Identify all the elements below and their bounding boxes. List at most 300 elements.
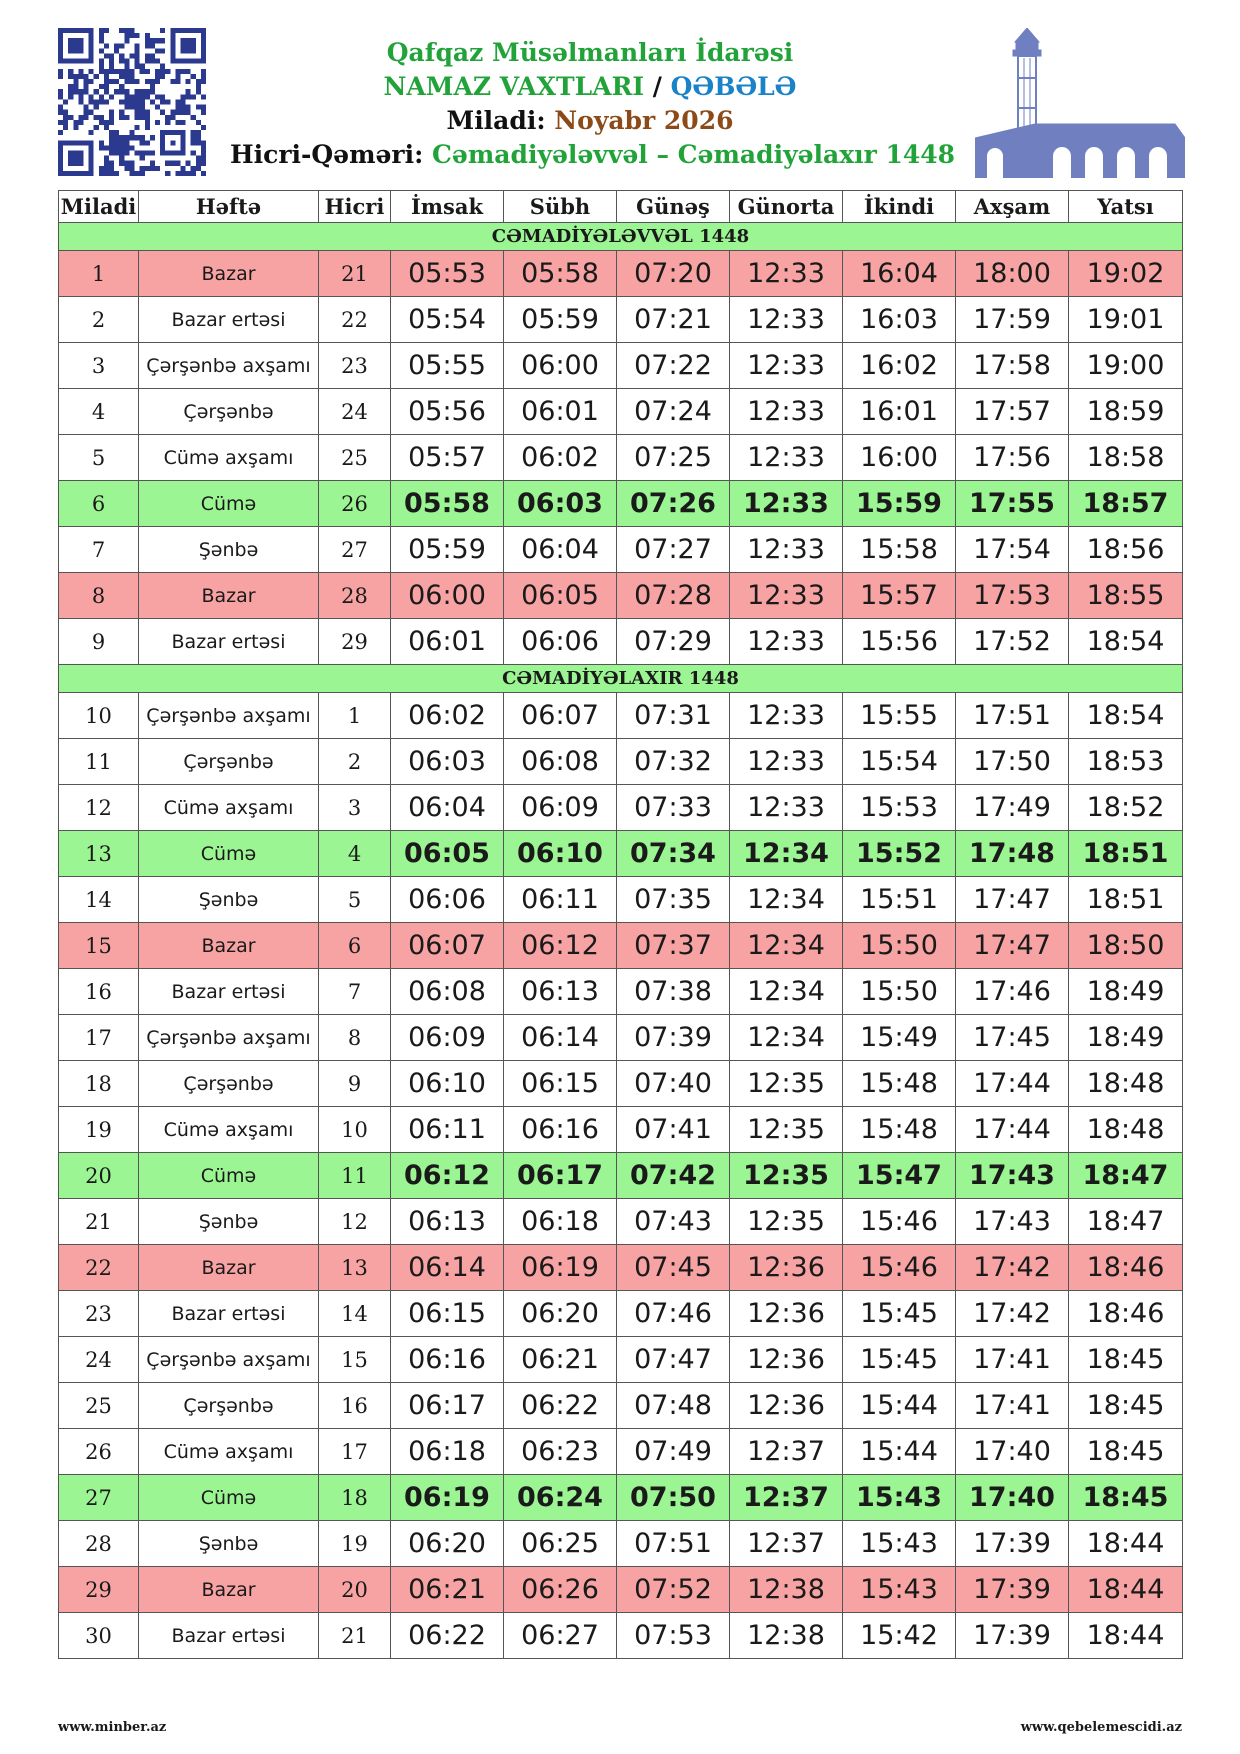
month-section-row (59, 223, 1183, 251)
table-row (59, 923, 1183, 969)
cell-axsam-time: 17:47 (956, 923, 1069, 969)
cell-hijri-day: 19 (319, 1521, 391, 1567)
cell-weekday: Bazar ertəsi (139, 1613, 319, 1659)
cell-hijri-day: 14 (319, 1291, 391, 1337)
table-row (59, 1153, 1183, 1199)
cell-axsam-time: 17:41 (956, 1383, 1069, 1429)
cell-axsam-time: 17:44 (956, 1107, 1069, 1153)
cell-subh-time: 06:09 (504, 785, 617, 831)
cell-subh-time: 06:00 (504, 343, 617, 389)
cell-hijri-day: 5 (319, 877, 391, 923)
cell-miladi-day: 25 (59, 1383, 139, 1429)
cell-gunorta-time: 12:33 (730, 343, 843, 389)
cell-subh-time: 06:18 (504, 1199, 617, 1245)
footer-right-link[interactable]: www.qebelemescidi.az (1020, 1720, 1182, 1735)
cell-imsak-time: 05:58 (391, 481, 504, 527)
table-row (59, 481, 1183, 527)
cell-gunes-time: 07:45 (617, 1245, 730, 1291)
cell-ikindi-time: 15:47 (843, 1153, 956, 1199)
cell-hijri-day: 16 (319, 1383, 391, 1429)
title-main: NAMAZ VAXTLARI (383, 72, 645, 101)
cell-subh-time: 06:27 (504, 1613, 617, 1659)
cell-gunes-time: 07:27 (617, 527, 730, 573)
cell-weekday: Bazar (139, 923, 319, 969)
cell-axsam-time: 17:49 (956, 785, 1069, 831)
cell-hijri-day: 2 (319, 739, 391, 785)
cell-gunes-time: 07:46 (617, 1291, 730, 1337)
cell-ikindi-time: 15:58 (843, 527, 956, 573)
cell-ikindi-time: 15:50 (843, 969, 956, 1015)
cell-weekday: Çərşənbə (139, 1061, 319, 1107)
cell-ikindi-time: 15:44 (843, 1383, 956, 1429)
cell-gunorta-time: 12:33 (730, 619, 843, 665)
cell-hijri-day: 23 (319, 343, 391, 389)
table-row (59, 619, 1183, 665)
cell-miladi-day: 7 (59, 527, 139, 573)
cell-ikindi-time: 15:50 (843, 923, 956, 969)
cell-imsak-time: 06:06 (391, 877, 504, 923)
cell-miladi-day: 19 (59, 1107, 139, 1153)
cell-hijri-day: 21 (319, 251, 391, 297)
cell-miladi-day: 11 (59, 739, 139, 785)
miladi-value: Noyabr 2026 (545, 106, 734, 135)
cell-miladi-day: 27 (59, 1475, 139, 1521)
table-row (59, 877, 1183, 923)
cell-axsam-time: 17:50 (956, 739, 1069, 785)
cell-gunorta-time: 12:38 (730, 1613, 843, 1659)
cell-miladi-day: 23 (59, 1291, 139, 1337)
title-city: QƏBƏLƏ (670, 72, 797, 101)
cell-miladi-day: 14 (59, 877, 139, 923)
cell-weekday: Çərşənbə axşamı (139, 343, 319, 389)
table-row (59, 1429, 1183, 1475)
cell-subh-time: 06:11 (504, 877, 617, 923)
miladi-label: Miladi: (446, 106, 546, 135)
cell-gunes-time: 07:26 (617, 481, 730, 527)
cell-gunes-time: 07:29 (617, 619, 730, 665)
cell-gunorta-time: 12:33 (730, 693, 843, 739)
cell-gunes-time: 07:33 (617, 785, 730, 831)
cell-gunes-time: 07:40 (617, 1061, 730, 1107)
cell-hijri-day: 11 (319, 1153, 391, 1199)
minaret-mosque-icon (975, 28, 1185, 178)
cell-axsam-time: 17:55 (956, 481, 1069, 527)
cell-axsam-time: 17:43 (956, 1153, 1069, 1199)
cell-miladi-day: 21 (59, 1199, 139, 1245)
cell-miladi-day: 22 (59, 1245, 139, 1291)
col-header-hijri: Hicri (319, 191, 391, 223)
cell-subh-time: 06:01 (504, 389, 617, 435)
cell-weekday: Cümə axşamı (139, 1429, 319, 1475)
month-section-label: CƏMADİYƏLƏVVƏL 1448 (59, 223, 1183, 251)
cell-gunorta-time: 12:37 (730, 1521, 843, 1567)
cell-gunes-time: 07:32 (617, 739, 730, 785)
cell-yatsi-time: 18:59 (1069, 389, 1183, 435)
cell-gunorta-time: 12:36 (730, 1337, 843, 1383)
cell-yatsi-time: 19:01 (1069, 297, 1183, 343)
cell-hijri-day: 3 (319, 785, 391, 831)
cell-hijri-day: 13 (319, 1245, 391, 1291)
cell-subh-time: 06:08 (504, 739, 617, 785)
cell-gunorta-time: 12:36 (730, 1291, 843, 1337)
cell-miladi-day: 13 (59, 831, 139, 877)
cell-weekday: Çərşənbə axşamı (139, 1337, 319, 1383)
cell-miladi-day: 12 (59, 785, 139, 831)
cell-gunorta-time: 12:33 (730, 785, 843, 831)
cell-weekday: Bazar (139, 573, 319, 619)
cell-axsam-time: 17:39 (956, 1613, 1069, 1659)
cell-subh-time: 06:26 (504, 1567, 617, 1613)
cell-axsam-time: 17:43 (956, 1199, 1069, 1245)
table-row (59, 1567, 1183, 1613)
table-row (59, 969, 1183, 1015)
cell-gunes-time: 07:28 (617, 573, 730, 619)
cell-hijri-day: 21 (319, 1613, 391, 1659)
prayer-times-table (58, 190, 1183, 1659)
cell-ikindi-time: 15:48 (843, 1061, 956, 1107)
cell-weekday: Cümə axşamı (139, 435, 319, 481)
cell-ikindi-time: 15:49 (843, 1015, 956, 1061)
cell-weekday: Çərşənbə axşamı (139, 693, 319, 739)
cell-subh-time: 06:24 (504, 1475, 617, 1521)
cell-weekday: Cümə (139, 831, 319, 877)
cell-ikindi-time: 16:03 (843, 297, 956, 343)
cell-axsam-time: 17:42 (956, 1245, 1069, 1291)
table-row (59, 1245, 1183, 1291)
cell-hijri-day: 1 (319, 693, 391, 739)
cell-hijri-day: 9 (319, 1061, 391, 1107)
cell-axsam-time: 17:51 (956, 693, 1069, 739)
cell-gunorta-time: 12:33 (730, 435, 843, 481)
cell-hijri-day: 7 (319, 969, 391, 1015)
cell-imsak-time: 05:57 (391, 435, 504, 481)
cell-subh-time: 06:17 (504, 1153, 617, 1199)
cell-imsak-time: 06:12 (391, 1153, 504, 1199)
cell-gunes-time: 07:24 (617, 389, 730, 435)
cell-imsak-time: 06:18 (391, 1429, 504, 1475)
table-row (59, 1613, 1183, 1659)
table-row (59, 693, 1183, 739)
cell-imsak-time: 06:09 (391, 1015, 504, 1061)
cell-miladi-day: 29 (59, 1567, 139, 1613)
col-header-miladi: Miladi (59, 191, 139, 223)
header (230, 36, 956, 172)
cell-imsak-time: 05:53 (391, 251, 504, 297)
cell-miladi-day: 16 (59, 969, 139, 1015)
cell-miladi-day: 28 (59, 1521, 139, 1567)
col-header-gunorta: Günorta (730, 191, 843, 223)
cell-imsak-time: 06:08 (391, 969, 504, 1015)
cell-ikindi-time: 15:43 (843, 1567, 956, 1613)
table-row (59, 573, 1183, 619)
cell-yatsi-time: 18:45 (1069, 1475, 1183, 1521)
col-header-ikindi: İkindi (843, 191, 956, 223)
cell-yatsi-time: 18:46 (1069, 1245, 1183, 1291)
cell-gunes-time: 07:43 (617, 1199, 730, 1245)
cell-miladi-day: 2 (59, 297, 139, 343)
cell-miladi-day: 24 (59, 1337, 139, 1383)
cell-imsak-time: 06:03 (391, 739, 504, 785)
table-row (59, 389, 1183, 435)
cell-gunes-time: 07:20 (617, 251, 730, 297)
table-row (59, 527, 1183, 573)
cell-miladi-day: 20 (59, 1153, 139, 1199)
table-row (59, 739, 1183, 785)
cell-hijri-day: 22 (319, 297, 391, 343)
footer-left-link[interactable]: www.minber.az (58, 1720, 167, 1735)
cell-imsak-time: 06:17 (391, 1383, 504, 1429)
cell-weekday: Cümə axşamı (139, 1107, 319, 1153)
cell-hijri-day: 12 (319, 1199, 391, 1245)
cell-yatsi-time: 18:51 (1069, 877, 1183, 923)
cell-gunes-time: 07:42 (617, 1153, 730, 1199)
cell-axsam-time: 17:58 (956, 343, 1069, 389)
cell-hijri-day: 26 (319, 481, 391, 527)
cell-hijri-day: 4 (319, 831, 391, 877)
cell-gunorta-time: 12:34 (730, 831, 843, 877)
cell-gunes-time: 07:47 (617, 1337, 730, 1383)
cell-imsak-time: 06:15 (391, 1291, 504, 1337)
cell-imsak-time: 06:13 (391, 1199, 504, 1245)
cell-weekday: Cümə (139, 1153, 319, 1199)
cell-subh-time: 06:02 (504, 435, 617, 481)
cell-gunorta-time: 12:35 (730, 1153, 843, 1199)
cell-gunes-time: 07:52 (617, 1567, 730, 1613)
cell-imsak-time: 06:16 (391, 1337, 504, 1383)
cell-axsam-time: 17:48 (956, 831, 1069, 877)
cell-gunes-time: 07:41 (617, 1107, 730, 1153)
cell-hijri-day: 18 (319, 1475, 391, 1521)
cell-ikindi-time: 16:04 (843, 251, 956, 297)
cell-ikindi-time: 16:02 (843, 343, 956, 389)
cell-hijri-day: 29 (319, 619, 391, 665)
cell-subh-time: 05:59 (504, 297, 617, 343)
cell-subh-time: 06:19 (504, 1245, 617, 1291)
cell-axsam-time: 17:46 (956, 969, 1069, 1015)
cell-gunorta-time: 12:37 (730, 1475, 843, 1521)
cell-miladi-day: 3 (59, 343, 139, 389)
cell-gunorta-time: 12:33 (730, 297, 843, 343)
cell-hijri-day: 28 (319, 573, 391, 619)
cell-imsak-time: 06:01 (391, 619, 504, 665)
table-row (59, 1061, 1183, 1107)
table-row (59, 1383, 1183, 1429)
cell-gunorta-time: 12:34 (730, 1015, 843, 1061)
cell-ikindi-time: 15:54 (843, 739, 956, 785)
cell-yatsi-time: 18:47 (1069, 1199, 1183, 1245)
cell-weekday: Bazar ertəsi (139, 297, 319, 343)
cell-subh-time: 06:13 (504, 969, 617, 1015)
cell-ikindi-time: 15:42 (843, 1613, 956, 1659)
cell-gunes-time: 07:38 (617, 969, 730, 1015)
cell-miladi-day: 30 (59, 1613, 139, 1659)
cell-yatsi-time: 18:49 (1069, 1015, 1183, 1061)
cell-weekday: Çərşənbə (139, 389, 319, 435)
cell-subh-time: 06:23 (504, 1429, 617, 1475)
cell-yatsi-time: 18:58 (1069, 435, 1183, 481)
col-header-imsak: İmsak (391, 191, 504, 223)
cell-yatsi-time: 18:53 (1069, 739, 1183, 785)
miladi-line (230, 104, 950, 138)
cell-miladi-day: 26 (59, 1429, 139, 1475)
cell-miladi-day: 17 (59, 1015, 139, 1061)
cell-gunorta-time: 12:33 (730, 481, 843, 527)
cell-gunes-time: 07:48 (617, 1383, 730, 1429)
cell-ikindi-time: 15:44 (843, 1429, 956, 1475)
cell-ikindi-time: 15:52 (843, 831, 956, 877)
cell-gunorta-time: 12:34 (730, 923, 843, 969)
hijri-label: Hicri-Qəməri: (230, 140, 424, 169)
cell-yatsi-time: 18:55 (1069, 573, 1183, 619)
cell-axsam-time: 17:39 (956, 1567, 1069, 1613)
cell-gunorta-time: 12:34 (730, 877, 843, 923)
cell-axsam-time: 17:53 (956, 573, 1069, 619)
cell-miladi-day: 5 (59, 435, 139, 481)
cell-subh-time: 06:25 (504, 1521, 617, 1567)
cell-imsak-time: 05:54 (391, 297, 504, 343)
cell-subh-time: 06:14 (504, 1015, 617, 1061)
cell-ikindi-time: 15:59 (843, 481, 956, 527)
cell-miladi-day: 8 (59, 573, 139, 619)
cell-imsak-time: 06:10 (391, 1061, 504, 1107)
table-row (59, 1107, 1183, 1153)
cell-yatsi-time: 18:44 (1069, 1521, 1183, 1567)
cell-subh-time: 06:20 (504, 1291, 617, 1337)
cell-weekday: Çərşənbə (139, 739, 319, 785)
cell-gunes-time: 07:50 (617, 1475, 730, 1521)
cell-ikindi-time: 15:45 (843, 1337, 956, 1383)
cell-imsak-time: 05:59 (391, 527, 504, 573)
cell-axsam-time: 17:40 (956, 1429, 1069, 1475)
col-header-week: Həftə (139, 191, 319, 223)
cell-ikindi-time: 15:46 (843, 1199, 956, 1245)
cell-weekday: Bazar ertəsi (139, 619, 319, 665)
col-header-axsam: Axşam (956, 191, 1069, 223)
cell-imsak-time: 06:07 (391, 923, 504, 969)
cell-yatsi-time: 18:48 (1069, 1107, 1183, 1153)
cell-axsam-time: 17:44 (956, 1061, 1069, 1107)
cell-weekday: Cümə (139, 1475, 319, 1521)
cell-subh-time: 06:12 (504, 923, 617, 969)
cell-weekday: Şənbə (139, 1199, 319, 1245)
cell-weekday: Şənbə (139, 1521, 319, 1567)
cell-weekday: Şənbə (139, 527, 319, 573)
month-section-label: CƏMADİYƏLAXIR 1448 (59, 665, 1183, 693)
table-row (59, 831, 1183, 877)
cell-ikindi-time: 15:53 (843, 785, 956, 831)
table-row (59, 1521, 1183, 1567)
cell-miladi-day: 15 (59, 923, 139, 969)
cell-imsak-time: 06:05 (391, 831, 504, 877)
cell-hijri-day: 20 (319, 1567, 391, 1613)
cell-yatsi-time: 18:48 (1069, 1061, 1183, 1107)
cell-gunes-time: 07:53 (617, 1613, 730, 1659)
table-row (59, 343, 1183, 389)
cell-yatsi-time: 18:54 (1069, 619, 1183, 665)
cell-weekday: Bazar ertəsi (139, 969, 319, 1015)
cell-miladi-day: 9 (59, 619, 139, 665)
cell-weekday: Şənbə (139, 877, 319, 923)
cell-gunorta-time: 12:33 (730, 527, 843, 573)
cell-weekday: Bazar (139, 1245, 319, 1291)
cell-ikindi-time: 16:01 (843, 389, 956, 435)
cell-imsak-time: 06:20 (391, 1521, 504, 1567)
cell-subh-time: 06:16 (504, 1107, 617, 1153)
cell-axsam-time: 17:57 (956, 389, 1069, 435)
cell-gunorta-time: 12:33 (730, 573, 843, 619)
cell-imsak-time: 06:21 (391, 1567, 504, 1613)
table-row (59, 1291, 1183, 1337)
cell-gunes-time: 07:49 (617, 1429, 730, 1475)
qr-code-icon (58, 28, 206, 176)
cell-yatsi-time: 18:49 (1069, 969, 1183, 1015)
col-header-gunes: Günəş (617, 191, 730, 223)
cell-ikindi-time: 15:46 (843, 1245, 956, 1291)
cell-gunorta-time: 12:38 (730, 1567, 843, 1613)
cell-yatsi-time: 18:52 (1069, 785, 1183, 831)
cell-gunorta-time: 12:36 (730, 1383, 843, 1429)
cell-weekday: Çərşənbə axşamı (139, 1015, 319, 1061)
cell-hijri-day: 25 (319, 435, 391, 481)
cell-axsam-time: 17:52 (956, 619, 1069, 665)
org-name: Qafqaz Müsəlmanları İdarəsi (386, 38, 794, 67)
cell-ikindi-time: 15:51 (843, 877, 956, 923)
cell-yatsi-time: 18:54 (1069, 693, 1183, 739)
cell-ikindi-time: 15:43 (843, 1475, 956, 1521)
cell-axsam-time: 17:39 (956, 1521, 1069, 1567)
cell-subh-time: 06:05 (504, 573, 617, 619)
cell-gunorta-time: 12:35 (730, 1199, 843, 1245)
cell-gunes-time: 07:35 (617, 877, 730, 923)
cell-miladi-day: 6 (59, 481, 139, 527)
cell-gunes-time: 07:21 (617, 297, 730, 343)
cell-gunes-time: 07:31 (617, 693, 730, 739)
cell-subh-time: 06:21 (504, 1337, 617, 1383)
cell-miladi-day: 18 (59, 1061, 139, 1107)
cell-yatsi-time: 18:47 (1069, 1153, 1183, 1199)
cell-hijri-day: 17 (319, 1429, 391, 1475)
cell-ikindi-time: 15:48 (843, 1107, 956, 1153)
month-section-row (59, 665, 1183, 693)
cell-weekday: Bazar ertəsi (139, 1291, 319, 1337)
cell-imsak-time: 06:00 (391, 573, 504, 619)
cell-yatsi-time: 18:57 (1069, 481, 1183, 527)
cell-gunorta-time: 12:33 (730, 389, 843, 435)
cell-gunes-time: 07:51 (617, 1521, 730, 1567)
cell-gunes-time: 07:39 (617, 1015, 730, 1061)
cell-axsam-time: 18:00 (956, 251, 1069, 297)
cell-ikindi-time: 16:00 (843, 435, 956, 481)
cell-imsak-time: 06:19 (391, 1475, 504, 1521)
cell-axsam-time: 17:40 (956, 1475, 1069, 1521)
cell-subh-time: 05:58 (504, 251, 617, 297)
cell-weekday: Bazar (139, 1567, 319, 1613)
cell-hijri-day: 27 (319, 527, 391, 573)
cell-axsam-time: 17:59 (956, 297, 1069, 343)
cell-hijri-day: 8 (319, 1015, 391, 1061)
cell-gunes-time: 07:22 (617, 343, 730, 389)
cell-imsak-time: 06:04 (391, 785, 504, 831)
cell-miladi-day: 4 (59, 389, 139, 435)
cell-yatsi-time: 18:45 (1069, 1337, 1183, 1383)
table-row (59, 785, 1183, 831)
table-row (59, 1475, 1183, 1521)
cell-ikindi-time: 15:57 (843, 573, 956, 619)
cell-hijri-day: 10 (319, 1107, 391, 1153)
title-separator: / (644, 72, 671, 101)
cell-subh-time: 06:15 (504, 1061, 617, 1107)
cell-gunes-time: 07:37 (617, 923, 730, 969)
